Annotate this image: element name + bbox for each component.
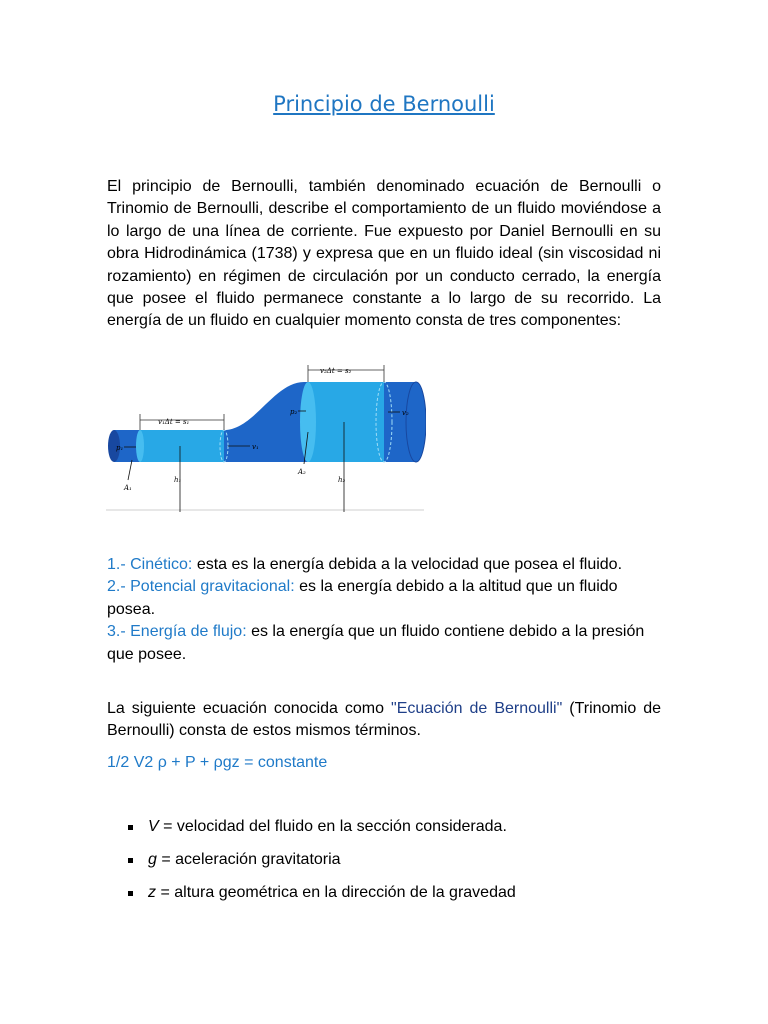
A2-label: A₂ bbox=[298, 468, 306, 476]
fluid-segment-2 bbox=[308, 382, 384, 462]
pipe-diagram-svg bbox=[104, 362, 426, 514]
bernoulli-formula: 1/2 V2 ρ + P + ρgz = constante bbox=[107, 754, 328, 771]
list-item: z = altura geométrica en la dirección de la gravedad bbox=[128, 884, 516, 917]
s1-label: v₁Δt = s₁ bbox=[158, 418, 190, 426]
bernoulli-pipe-diagram bbox=[104, 362, 426, 514]
v1-label: v₁ bbox=[252, 443, 259, 451]
list-item: g = aceleración gravitatoria bbox=[128, 851, 516, 884]
variable-list bbox=[128, 818, 516, 917]
component-potential: 2.- Potencial gravitacional: es la energía debido a la altitud que un fluido posea. bbox=[107, 578, 618, 618]
h1-label: h₁ bbox=[174, 476, 182, 484]
fluid-segment-1-start bbox=[136, 430, 144, 462]
equation-name: "Ecuación de Bernoulli" bbox=[391, 700, 563, 717]
p1-label: p₁ bbox=[116, 444, 124, 452]
intro-paragraph: El principio de Bernoulli, también denominado ecuación de Bernoulli o Trinomio de Bernoulli, describe el comportamiento de un fluido moviéndose a lo largo de una línea de corriente. Fue expuesto por Daniel Bernoulli en su obra Hidrodinámica (1738) y expresa que en un fluido ideal (sin viscosidad ni rozamiento) en régimen de circulación por un conducto cerrado, la energía que posee el fluido permanece constante a lo largo de su recorrido. La energía de un fluido en cualquier momento consta de tres componentes: bbox=[107, 178, 661, 330]
equation-intro: La siguiente ecuación conocida como "Ecuación de Bernoulli" (Trinomio de Bernoulli) consta de estos mismos términos. bbox=[107, 700, 661, 740]
bullet-icon bbox=[128, 891, 133, 896]
pipe-outlet bbox=[406, 382, 426, 462]
component-flow: 3.- Energía de flujo: es la energía que un fluido contiene debido a la presión que posee. bbox=[107, 623, 645, 663]
page-title: Principio de Bernoulli bbox=[273, 92, 495, 116]
list-item: V = velocidad del fluido en la sección considerada. bbox=[128, 818, 516, 851]
s2-label: v₂Δt = s₂ bbox=[320, 367, 352, 375]
A1-label: A₁ bbox=[124, 484, 132, 492]
h2-label: h₂ bbox=[338, 476, 346, 484]
p2-label: p₂ bbox=[290, 408, 298, 416]
bullet-icon bbox=[128, 825, 133, 830]
fluid-segment-2-start bbox=[300, 382, 316, 462]
fluid-segment-1 bbox=[140, 430, 224, 462]
v2-label: v₂ bbox=[402, 409, 409, 417]
component-kinetic: 1.- Cinético: esta es la energía debida a la velocidad que posea el fluido. bbox=[107, 556, 623, 573]
bullet-icon bbox=[128, 858, 133, 863]
energy-components bbox=[107, 554, 667, 666]
